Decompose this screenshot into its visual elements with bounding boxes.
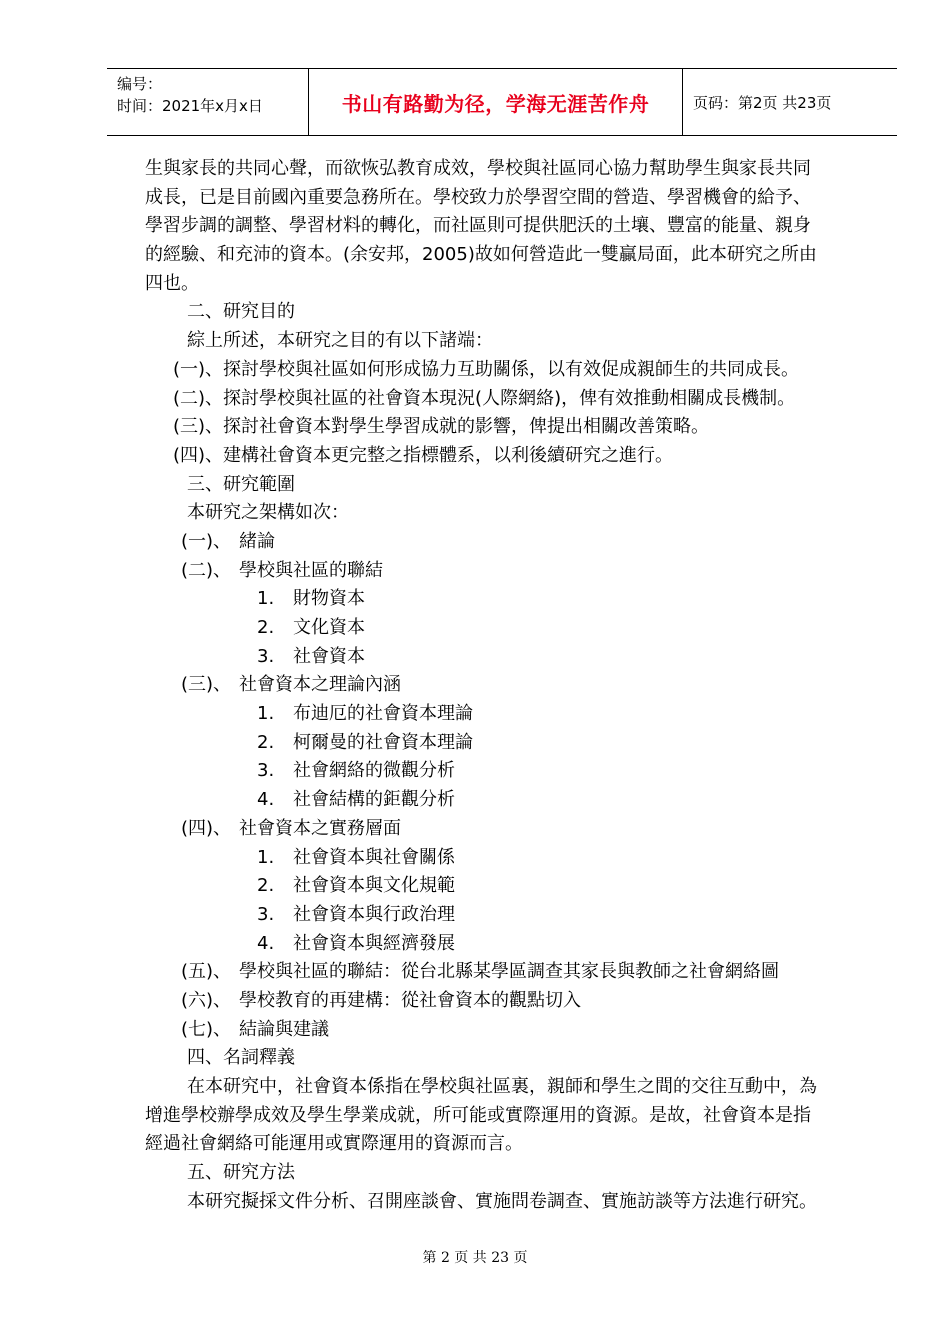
chapter-number: (一)、 (181, 530, 232, 552)
section-lead: 綜上所述，本研究之目的有以下諸端： (187, 330, 493, 352)
header-page-label: 页码：第2页 共23页 (693, 93, 832, 112)
subitem-number: 2. (257, 617, 275, 638)
outline-chapter (145, 815, 865, 844)
outline-chapter (145, 528, 865, 557)
subitem-label: 社會資本與文化規範 (293, 875, 455, 897)
purpose-item: (一)、探討學校與社區如何形成協力互助關係，以有效促成親師生的共同成長。 (173, 358, 800, 380)
outline-chapter (145, 1016, 865, 1045)
outline-subitem (145, 844, 865, 873)
intro-line: 的經驗、和充沛的資本。(余安邦，2005)故如何營造此一雙贏局面，此本研究之所由 (145, 244, 817, 266)
subitem-label: 社會結構的鉅觀分析 (293, 789, 455, 811)
intro-line: 生與家長的共同心聲，而欲恢弘教育成效，學校與社區同心協力幫助學生與家長共同 (145, 158, 811, 179)
subitem-label: 社會網絡的微觀分析 (293, 760, 455, 782)
subitem-label: 布迪厄的社會資本理論 (293, 703, 473, 725)
outline-subitem (145, 643, 865, 672)
method-text: 本研究擬採文件分析、召開座談會、實施問卷調查、實施訪談等方法進行研究。 (187, 1190, 817, 1212)
subitem-number: 3. (257, 903, 275, 925)
outline-subitem (145, 786, 865, 815)
chapter-number: (四)、 (181, 817, 232, 839)
subitem-number: 1. (257, 846, 275, 868)
intro-line: 成長，已是目前國內重要急務所在。學校致力於學習空間的營造、學習機會的給予、 (145, 186, 811, 208)
chapter-number: (七)、 (181, 1018, 232, 1040)
outline-subitem (145, 614, 865, 643)
subitem-label: 財物資本 (293, 588, 365, 610)
outline-chapter (145, 958, 865, 987)
subitem-number: 3. (257, 645, 275, 667)
definition-line: 在本研究中，社會資本係指在學校與社區裏，親師和學生之間的交往互動中，為 (187, 1076, 817, 1097)
subitem-label: 社會資本與經濟發展 (293, 932, 455, 954)
number-label: 编号： (117, 75, 163, 93)
chapter-number: (二)、 (181, 559, 232, 581)
outline-subitem (145, 700, 865, 729)
subitem-number: 4. (257, 932, 275, 954)
outline-subitem (145, 757, 865, 786)
outline-subitem (145, 930, 865, 959)
subitem-number: 1. (257, 703, 275, 725)
subitem-label: 社會資本 (293, 645, 365, 667)
subitem-label: 文化資本 (293, 617, 365, 638)
subitem-label: 社會資本與社會關係 (293, 846, 455, 868)
purpose-item: (二)、探討學校與社區的社會資本現況(人際網絡)，俾有效推動相關成長機制。 (173, 387, 796, 409)
definition-line: 經過社會網絡可能運用或實際運用的資源而言。 (145, 1133, 523, 1155)
chapter-label: 結論與建議 (239, 1018, 329, 1040)
section-heading: 二、研究目的 (187, 301, 295, 323)
intro-line: 四也。 (145, 272, 199, 294)
outline-subitem (145, 872, 865, 901)
outline-subitem (145, 901, 865, 930)
chapter-number: (五)、 (181, 961, 232, 983)
page-header (107, 68, 897, 136)
outline-chapter (145, 987, 865, 1016)
section-heading: 五、研究方法 (187, 1162, 295, 1184)
header-motto: 书山有路勤为径，学海无涯苦作舟 (309, 69, 683, 135)
section-heading: 四、名詞釋義 (187, 1047, 295, 1069)
page-footer: 第 2 页 共 23 页 (422, 1250, 528, 1266)
document-body (145, 155, 865, 1216)
subitem-number: 2. (257, 875, 275, 897)
chapter-label: 社會資本之理論內涵 (239, 674, 401, 696)
section-lead: 本研究之架構如次： (187, 502, 349, 524)
chapter-label: 學校與社區的聯結：從台北縣某學區調查其家長與教師之社會網絡圖 (239, 961, 779, 983)
subitem-number: 2. (257, 731, 275, 753)
date-label: 时间：2021年x月x日 (117, 97, 263, 115)
chapter-label: 學校與社區的聯結 (239, 559, 383, 581)
chapter-number: (六)、 (181, 989, 232, 1011)
intro-line: 學習步調的調整、學習材料的轉化，而社區則可提供肥沃的土壤、豐富的能量、親身 (145, 215, 811, 237)
definition-line: 增進學校辦學成效及學生學業成就，所可能或實際運用的資源。是故，社會資本是指 (145, 1104, 811, 1126)
subitem-label: 柯爾曼的社會資本理論 (293, 731, 473, 753)
chapter-label: 學校教育的再建構：從社會資本的觀點切入 (239, 989, 581, 1011)
subitem-label: 社會資本與行政治理 (293, 903, 455, 925)
section-heading: 三、研究範圍 (187, 473, 295, 495)
purpose-item: (四)、建構社會資本更完整之指標體系，以利後續研究之進行。 (173, 444, 674, 466)
chapter-label: 緒論 (239, 530, 275, 552)
chapter-label: 社會資本之實務層面 (239, 817, 401, 839)
outline-chapter (145, 671, 865, 700)
subitem-number: 4. (257, 789, 275, 811)
outline-subitem (145, 585, 865, 614)
outline-list (145, 528, 865, 1044)
subitem-number: 3. (257, 760, 275, 782)
subitem-number: 1. (257, 588, 275, 610)
chapter-number: (三)、 (181, 674, 232, 696)
purpose-item: (三)、探討社會資本對學生學習成就的影響，俾提出相關改善策略。 (173, 416, 710, 438)
outline-subitem (145, 729, 865, 758)
header-meta (107, 69, 309, 135)
outline-chapter (145, 557, 865, 586)
